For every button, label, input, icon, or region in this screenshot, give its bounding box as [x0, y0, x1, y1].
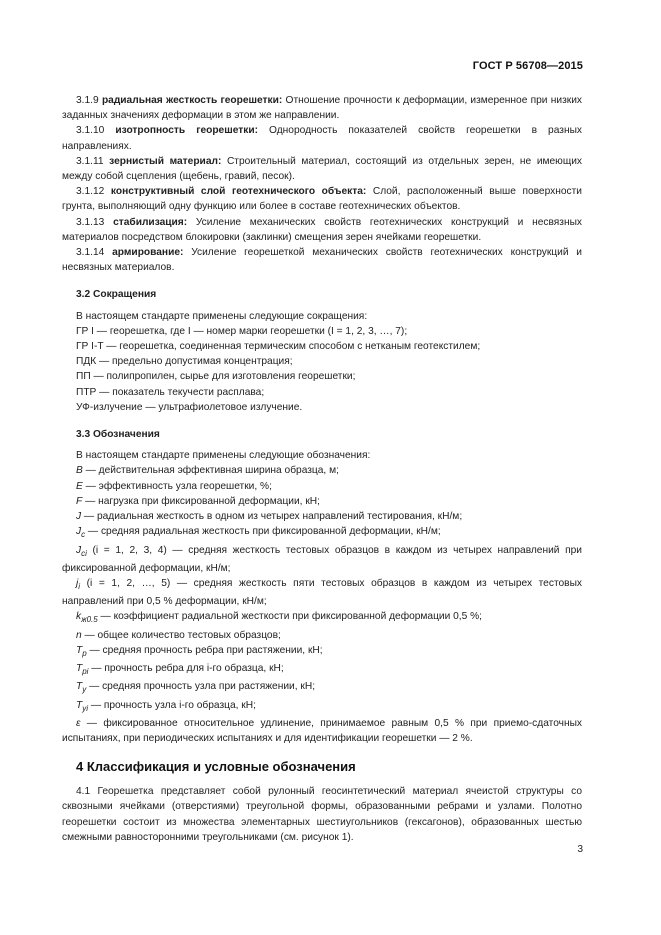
- symbol-description: (i = 1, 2, …, 5) — средняя жесткость пяти тестовых образцов в каждом из четырех тестовых направлений при 0,5 % деформации, кН/м;: [62, 577, 582, 608]
- symbols-list: [62, 463, 582, 746]
- definition-text: Усиление механических свойств геотехнических конструкций и несвязных материалов посредством блокировки (заклинки) смещения зерен ячейками георешетки.: [62, 216, 582, 243]
- definition-number: 3.1.9: [76, 95, 99, 106]
- symbol-letter: F: [76, 495, 83, 507]
- symbol-item: [62, 643, 582, 661]
- symbol-description: — радиальная жесткость в одном из четырех направлений тестирования, кН/м;: [81, 511, 463, 523]
- definition-3-1-12: [62, 184, 582, 214]
- symbol-description: (i = 1, 2, 3, 4) — средняя жесткость тестовых образцов в каждом из четырех направлений при фиксированной деформации, кН/м;: [62, 544, 582, 574]
- symbol-description: — общее количество тестовых образцов;: [81, 629, 281, 641]
- definition-term: зернистый материал:: [109, 155, 222, 167]
- symbol-description: — средняя прочность ребра при растяжении, кН;: [86, 644, 323, 656]
- definition-3-1-9: [62, 93, 582, 123]
- symbol-subscript: yi: [82, 703, 89, 713]
- definition-3-1-14: [62, 245, 582, 275]
- symbol-item: [62, 609, 582, 627]
- symbol-description: — нагрузка при фиксированной деформации, кН;: [82, 495, 320, 507]
- symbol-subscript: p: [82, 648, 87, 658]
- definition-number: 3.1.13: [76, 216, 105, 228]
- symbol-letter: T: [76, 644, 83, 656]
- definition-number: 3.1.10: [76, 125, 105, 137]
- symbol-subscript: c: [81, 530, 86, 540]
- symbol-description: — коэффициент радиальной жесткости при фиксированной деформации 0,5 %;: [97, 611, 483, 623]
- symbol-description: — фиксированное относительное удлинение, принимаемое равным 0,5 % при приемо-сдаточных испытаниях, при периодических испытаниях и для идентификации георешетки — 2 %.: [62, 717, 582, 744]
- section-4-title: 4 Классификация и условные обозначения: [76, 759, 356, 775]
- standard-header: ГОСТ Р 56708—2015: [472, 60, 583, 72]
- symbol-letter: ε: [76, 717, 81, 729]
- symbols-intro: В настоящем стандарте применены следующие обозначения:: [76, 450, 371, 462]
- symbol-description: — эффективность узла георешетки, %;: [82, 480, 272, 492]
- symbol-description: — действительная эффективная ширина образца, м;: [82, 465, 339, 477]
- symbol-item: [62, 716, 582, 746]
- symbol-item: [62, 661, 582, 679]
- symbol-subscript: pi: [82, 667, 89, 677]
- symbol-description: — средняя радиальная жесткость при фиксированной деформации, кН/м;: [85, 526, 441, 538]
- symbol-letter: T: [76, 663, 83, 675]
- definition-number: 3.1.14: [76, 247, 105, 259]
- symbol-item: [62, 494, 582, 509]
- definition-term: радиальная жесткость георешетки:: [101, 95, 283, 106]
- definition-text: Однородность показателей свойств георешетки в разных направлениях.: [62, 125, 582, 152]
- symbol-letter: k: [76, 611, 82, 623]
- symbol-subscript: i: [78, 581, 81, 591]
- abbreviation-item: УФ-излучение — ультрафиолетовое излучение.: [76, 401, 303, 413]
- symbol-letter: j: [76, 577, 79, 589]
- symbol-item: [62, 524, 582, 542]
- symbol-letter: J: [76, 544, 82, 556]
- definition-text: Усиление георешеткой механических свойств геотехнических конструкций и несвязных материалов.: [62, 247, 582, 274]
- symbol-item: [62, 543, 582, 576]
- symbol-item: [62, 463, 582, 478]
- symbol-letter: J: [76, 526, 82, 538]
- symbol-letter: B: [76, 465, 83, 477]
- symbol-item: [62, 576, 582, 609]
- symbol-description: — средняя прочность узла при растяжении, кН;: [86, 681, 316, 693]
- abbreviation-item: ГР I — георешетка, где I — номер марки георешетки (I = 1, 2, 3, …, 7);: [76, 325, 408, 337]
- definition-3-1-13: [62, 215, 582, 245]
- definition-number: 3.1.11: [76, 155, 104, 167]
- symbol-item: [62, 628, 582, 643]
- symbol-description: — прочность узла i-го образца, кН;: [88, 699, 256, 711]
- symbol-item: [62, 679, 582, 697]
- abbreviation-item: ПП — полипропилен, сырье для изготовления георешетки;: [76, 371, 356, 383]
- symbol-item: [62, 509, 582, 524]
- definition-3-1-11: [62, 154, 582, 184]
- symbol-letter: T: [76, 681, 83, 693]
- symbol-subscript: y: [82, 685, 87, 695]
- symbol-subscript: ci: [81, 548, 87, 558]
- symbol-description: — прочность ребра для i-го образца, кН;: [88, 663, 284, 675]
- definition-term: изотропность георешетки:: [115, 125, 258, 137]
- page-number: 3: [577, 844, 583, 855]
- document-body: [62, 93, 582, 845]
- symbol-item: [62, 698, 582, 716]
- definition-term: армирование:: [112, 247, 184, 259]
- definition-3-1-10: [62, 123, 582, 153]
- symbol-letter: n: [76, 629, 82, 641]
- symbol-letter: E: [76, 480, 83, 492]
- abbreviation-item: ГР I-T — георешетка, соединенная термическим способом с нетканым геотекстилем;: [76, 341, 481, 353]
- definition-text: Отношение прочности к деформации, измеренное при низких заданных значениях деформации в этом же направлении.: [62, 95, 582, 122]
- definition-number: 3.1.12: [76, 186, 105, 198]
- abbreviation-item: ПДК — предельно допустимая концентрация;: [76, 356, 293, 368]
- section-4-paragraph: 4.1 Георешетка представляет собой рулонный геосинтетический материал ячеистой структуры со сквозными ячейками (отверстиями) треугольной формы, образованными ребрами и узлами. Полотно георешетки состоит из множества элементарных шестиугольников (гексагонов), образованных шестью смежными равносторонними треугольниками (см. рисунок 1).: [62, 786, 582, 843]
- symbols-title: 3.3 Обозначения: [76, 429, 160, 441]
- abbreviations-title: 3.2 Сокращения: [76, 289, 157, 301]
- definition-term: стабилизация:: [113, 216, 188, 228]
- definition-term: конструктивный слой геотехнического объекта:: [110, 186, 367, 198]
- abbreviation-item: ПТР — показатель текучести расплава;: [76, 386, 265, 398]
- definitions-list: [62, 93, 582, 275]
- abbreviations-intro: В настоящем стандарте применены следующие сокращения:: [76, 310, 368, 322]
- symbol-letter: T: [76, 699, 83, 711]
- definition-text: Слой, расположенный выше поверхности грунта, выполняющий одну функцию или более в составе геотехнических объектов.: [62, 186, 582, 213]
- symbol-letter: J: [76, 511, 82, 523]
- symbol-item: [62, 479, 582, 494]
- symbol-subscript: ж0.5: [81, 615, 98, 625]
- definition-text: Строительный материал, состоящий из отдельных зерен, не имеющих между собой сцепления (щебень, гравий, песок).: [62, 155, 582, 183]
